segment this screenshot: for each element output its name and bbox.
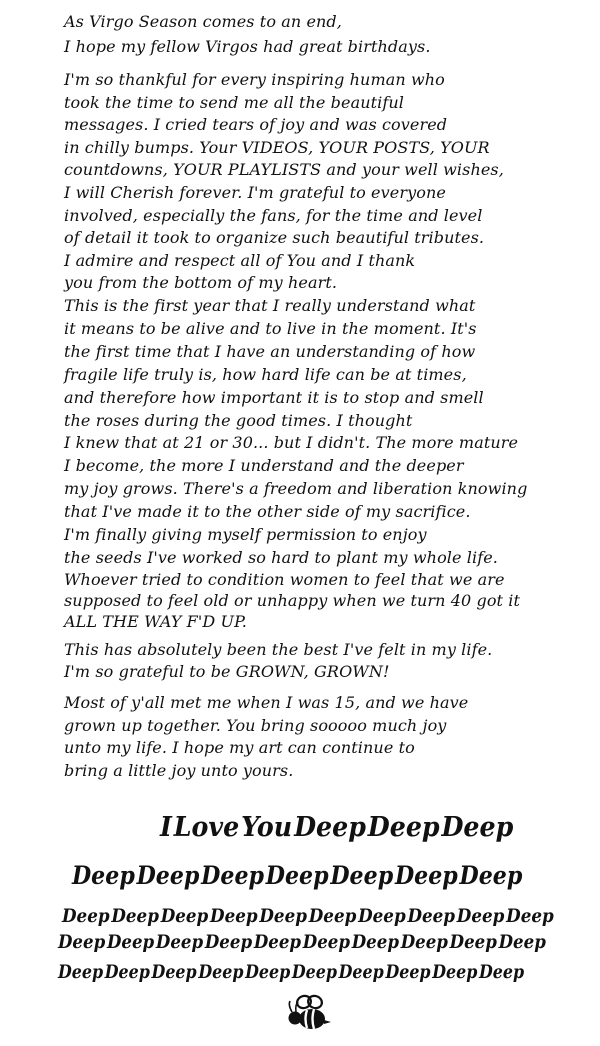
closing-word: Deep (201, 861, 265, 890)
closing-word: Deep (456, 905, 505, 927)
letter-line: I'm so thankful for every inspiring human who (64, 70, 445, 89)
closing-word: Deep (449, 931, 497, 953)
letter-line: the first time that I have an understanding of how (64, 341, 476, 361)
letter-line: This is the first year that I really understand what (64, 296, 476, 315)
letter-line: countdowns, YOUR PLAYLISTS and your well wishes, (64, 160, 504, 180)
closing-word: Deep (478, 961, 525, 983)
closing-word: Deep (111, 905, 159, 927)
closing-word: Deep (259, 905, 307, 927)
letter-line: of detail it took to organize such beautiful tributes. (64, 228, 485, 248)
closing-word: Deep (506, 905, 554, 927)
letter-line: I'm so grateful to be GROWN, GROWN! (64, 662, 390, 681)
letter-line: that I've made it to the other side of my sacrifice. (64, 502, 471, 522)
letter-line: fragile life truly is, how hard life can be at times, (64, 364, 467, 384)
letter-line: unto my life. I hope my art can continue to (64, 738, 415, 757)
letter-line: the seeds I've worked so hard to plant my whole life. (64, 547, 498, 567)
letter-line: the roses during the good times. I thought (64, 410, 413, 430)
closing-row (58, 956, 526, 988)
closing-word: Deep (245, 961, 291, 983)
closing-word: Deep (400, 931, 448, 953)
closing-word: Deep (432, 961, 478, 983)
letter-line: I will Cherish forever. I'm grateful to everyone (64, 183, 446, 202)
closing-word: Deep (302, 931, 351, 953)
closing-word: Deep (441, 812, 514, 843)
closing-word: Deep (265, 861, 329, 890)
closing-word: Deep (459, 861, 523, 890)
letter-line: took the time to send me all the beautiful (64, 92, 405, 112)
letter-line: I admire and respect all of You and I thank (64, 250, 416, 270)
letter-line: I become, the more I understand and the deeper (64, 456, 464, 476)
closing-word: Deep (294, 812, 366, 843)
closing-word: Deep (62, 905, 110, 927)
closing-word: Deep (394, 861, 458, 890)
closing-word: You (241, 812, 293, 843)
closing-word: Deep (291, 961, 337, 983)
letter-line: Most of y'all met me when I was 15, and we have (64, 693, 469, 712)
closing-word: Deep (330, 861, 394, 890)
letter-line: messages. I cried tears of joy and was covered (64, 115, 448, 135)
closing-word: Deep (104, 961, 150, 983)
letter-line: As Virgo Season comes to an end, (64, 12, 342, 31)
closing-word: Deep (498, 931, 546, 953)
closing-word: Deep (253, 931, 302, 953)
closing-word: Deep (58, 961, 104, 983)
closing-word: Deep (338, 961, 384, 983)
bee-icon (287, 994, 333, 1034)
closing-word: Deep (155, 931, 204, 953)
letter-line: you from the bottom of my heart. (64, 273, 338, 293)
closing-row (58, 926, 548, 958)
closing-word: Deep (160, 905, 209, 927)
closing-word: I (160, 812, 172, 843)
letter-line: my joy grows. There's a freedom and liberation knowing (64, 479, 528, 499)
letter-line: supposed to feel old or unhappy when we turn 40 got it (64, 591, 521, 610)
letter-line: This has absolutely been the best I've felt in my life. (64, 640, 493, 659)
closing-word: Deep (72, 861, 135, 890)
closing-word: Deep (204, 931, 253, 953)
closing-word: Deep (106, 931, 155, 953)
letter-line: bring a little joy unto yours. (64, 760, 294, 780)
closing-word: Deep (198, 961, 244, 983)
closing-word: Deep (407, 905, 456, 927)
closing-row (72, 860, 524, 892)
closing-word: Deep (151, 961, 197, 983)
letter-line: grown up together. You bring sooooo much joy (64, 715, 447, 735)
closing-row (160, 812, 515, 844)
closing-word: Deep (136, 861, 200, 890)
letter-line: I'm finally giving myself permission to enjoy (64, 525, 427, 544)
letter-line: involved, especially the fans, for the time and level (64, 205, 483, 225)
letter-line: I hope my fellow Virgos had great birthdays. (64, 37, 431, 56)
letter-line: Whoever tried to condition women to feel that we are (64, 570, 505, 589)
closing-word: Love (173, 812, 240, 843)
closing-word: Deep (210, 905, 258, 927)
letter-line: in chilly bumps. Your VIDEOS, YOUR POSTS, YOUR (64, 137, 490, 157)
letter-line: and therefore how important it is to stop and smell (64, 387, 484, 407)
closing-word: Deep (385, 961, 431, 983)
closing-word: Deep (308, 905, 357, 927)
letter-line: I knew that at 21 or 30... but I didn't. The more mature (64, 433, 519, 453)
closing-word: Deep (58, 931, 106, 953)
letter-line: ALL THE WAY F'D UP. (64, 612, 247, 631)
letter-line: it means to be alive and to live in the moment. It's (64, 318, 477, 338)
closing-word: Deep (367, 812, 440, 843)
closing-word: Deep (351, 931, 399, 953)
closing-word: Deep (358, 905, 406, 927)
